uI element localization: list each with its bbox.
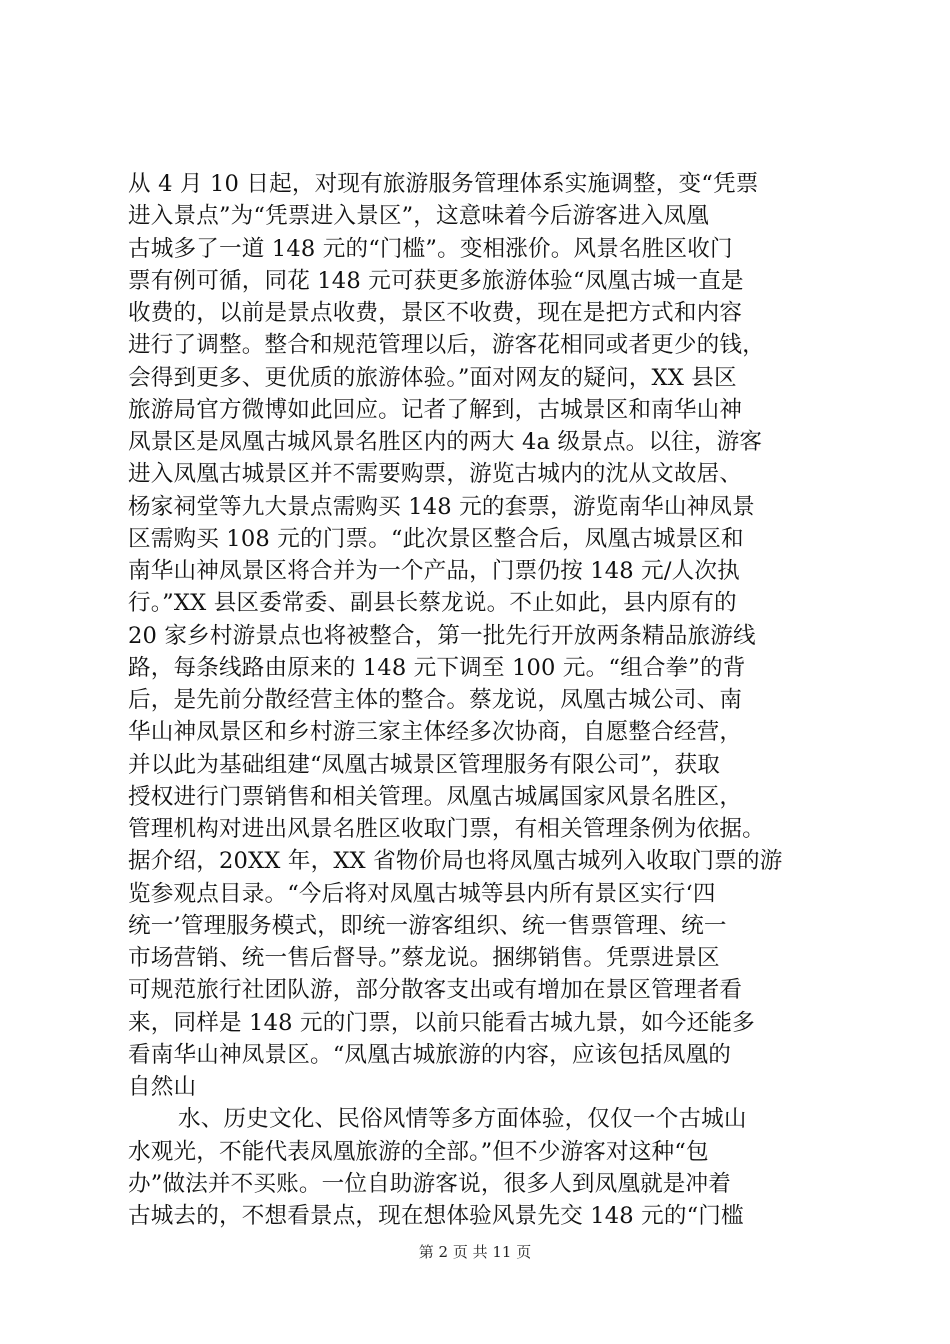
text-line: 从 4 月 10 日起，对现有旅游服务管理体系实施调整，变“凭票 <box>128 171 759 197</box>
text-line: 统一’管理服务模式，即统一游客组织、统一售票管理、统一 <box>128 912 727 939</box>
text-line: 南华山神凤景区将合并为一个产品，门票仍按 148 元/人次执 <box>128 558 740 584</box>
text-line: 行。”XX 县区委常委、副县长蔡龙说。不止如此，县内原有的 <box>128 590 737 617</box>
text-line: 杨家祠堂等九大景点需购买 148 元的套票，游览南华山神凤景 <box>128 493 755 520</box>
text-line: 进行了调整。整合和规范管理以后，游客花相同或者更少的钱， <box>128 332 765 359</box>
text-line: 并以此为基础组建“凤凰古城景区管理服务有限公司”，获取 <box>128 751 720 778</box>
page-number-footer: 第 2 页 共 11 页 <box>418 1243 532 1261</box>
text-line: 可规范旅行社团队游，部分散客支出或有增加在景区管理者看 <box>128 977 743 1004</box>
text-line: 水观光，不能代表凤凰旅游的全部。”但不少游客对这种“包 <box>128 1138 709 1165</box>
text-line: 旅游局官方微博如此回应。记者了解到，古城景区和南华山神 <box>128 396 743 423</box>
text-line: 看南华山神凤景区。“凤凰古城旅游的内容，应该包括凤凰的 <box>128 1041 732 1068</box>
text-line: 会得到更多、更优质的旅游体验。”面对网友的疑问，XX 县区 <box>128 364 737 391</box>
document-body <box>128 168 840 1232</box>
text-line: 古城去的，不想看景点，现在想体验风景先交 148 元的“门槛 <box>128 1203 744 1229</box>
text-line: 区需购买 108 元的门票。“此次景区整合后，凤凰古城景区和 <box>128 525 744 552</box>
text-line: 管理机构对进出风景名胜区收取门票，有相关管理条例为依据。 <box>128 816 765 842</box>
text-line: 华山神凤景区和乡村游三家主体经多次协商，自愿整合经营， <box>128 719 743 746</box>
text-line: 授权进行门票销售和相关管理。凤凰古城属国家风景名胜区， <box>128 783 743 810</box>
text-line: 路，每条线路由原来的 148 元下调至 100 元。“组合拳”的背 <box>128 654 746 681</box>
text-line: 进入景点”为“凭票进入景区”，这意味着今后游客进入凤凰 <box>128 203 709 230</box>
text-line: 来，同样是 148 元的门票，以前只能看古城九景，如今还能多 <box>128 1009 755 1036</box>
text-line: 进入凤凰古城景区并不需要购票，游览古城内的沈从文故居、 <box>128 461 743 488</box>
text-line: 办”做法并不买账。一位自助游客说，很多人到凤凰就是冲着 <box>128 1170 732 1197</box>
text-line: 后，是先前分散经营主体的整合。蔡龙说，凤凰古城公司、南 <box>128 687 743 713</box>
text-line-indented: 水、历史文化、民俗风情等多方面体验，仅仅一个古城山 <box>178 1106 747 1133</box>
text-line: 收费的，以前是景点收费，景区不收费，现在是把方式和内容 <box>128 300 743 326</box>
text-line: 票有例可循，同花 148 元可获更多旅游体验“凤凰古城一直是 <box>128 267 744 294</box>
text-line: 古城多了一道 148 元的“门槛”。变相涨价。风景名胜区收门 <box>128 235 733 262</box>
text-line: 览参观点目录。“今后将对凤凰古城等县内所有景区实行‘四 <box>128 880 716 907</box>
text-line: 20 家乡村游景点也将被整合，第一批先行开放两条精品旅游线 <box>128 622 756 649</box>
text-line: 凤景区是凤凰古城风景名胜区内的两大 4a 级景点。以往，游客 <box>128 429 763 455</box>
text-line: 自然山 <box>128 1074 197 1100</box>
text-line: 据介绍，20XX 年，XX 省物价局也将凤凰古城列入收取门票的游 <box>128 848 783 875</box>
text-line: 市场营销、统一售后督导。”蔡龙说。捆绑销售。凭票进景区 <box>128 945 720 971</box>
